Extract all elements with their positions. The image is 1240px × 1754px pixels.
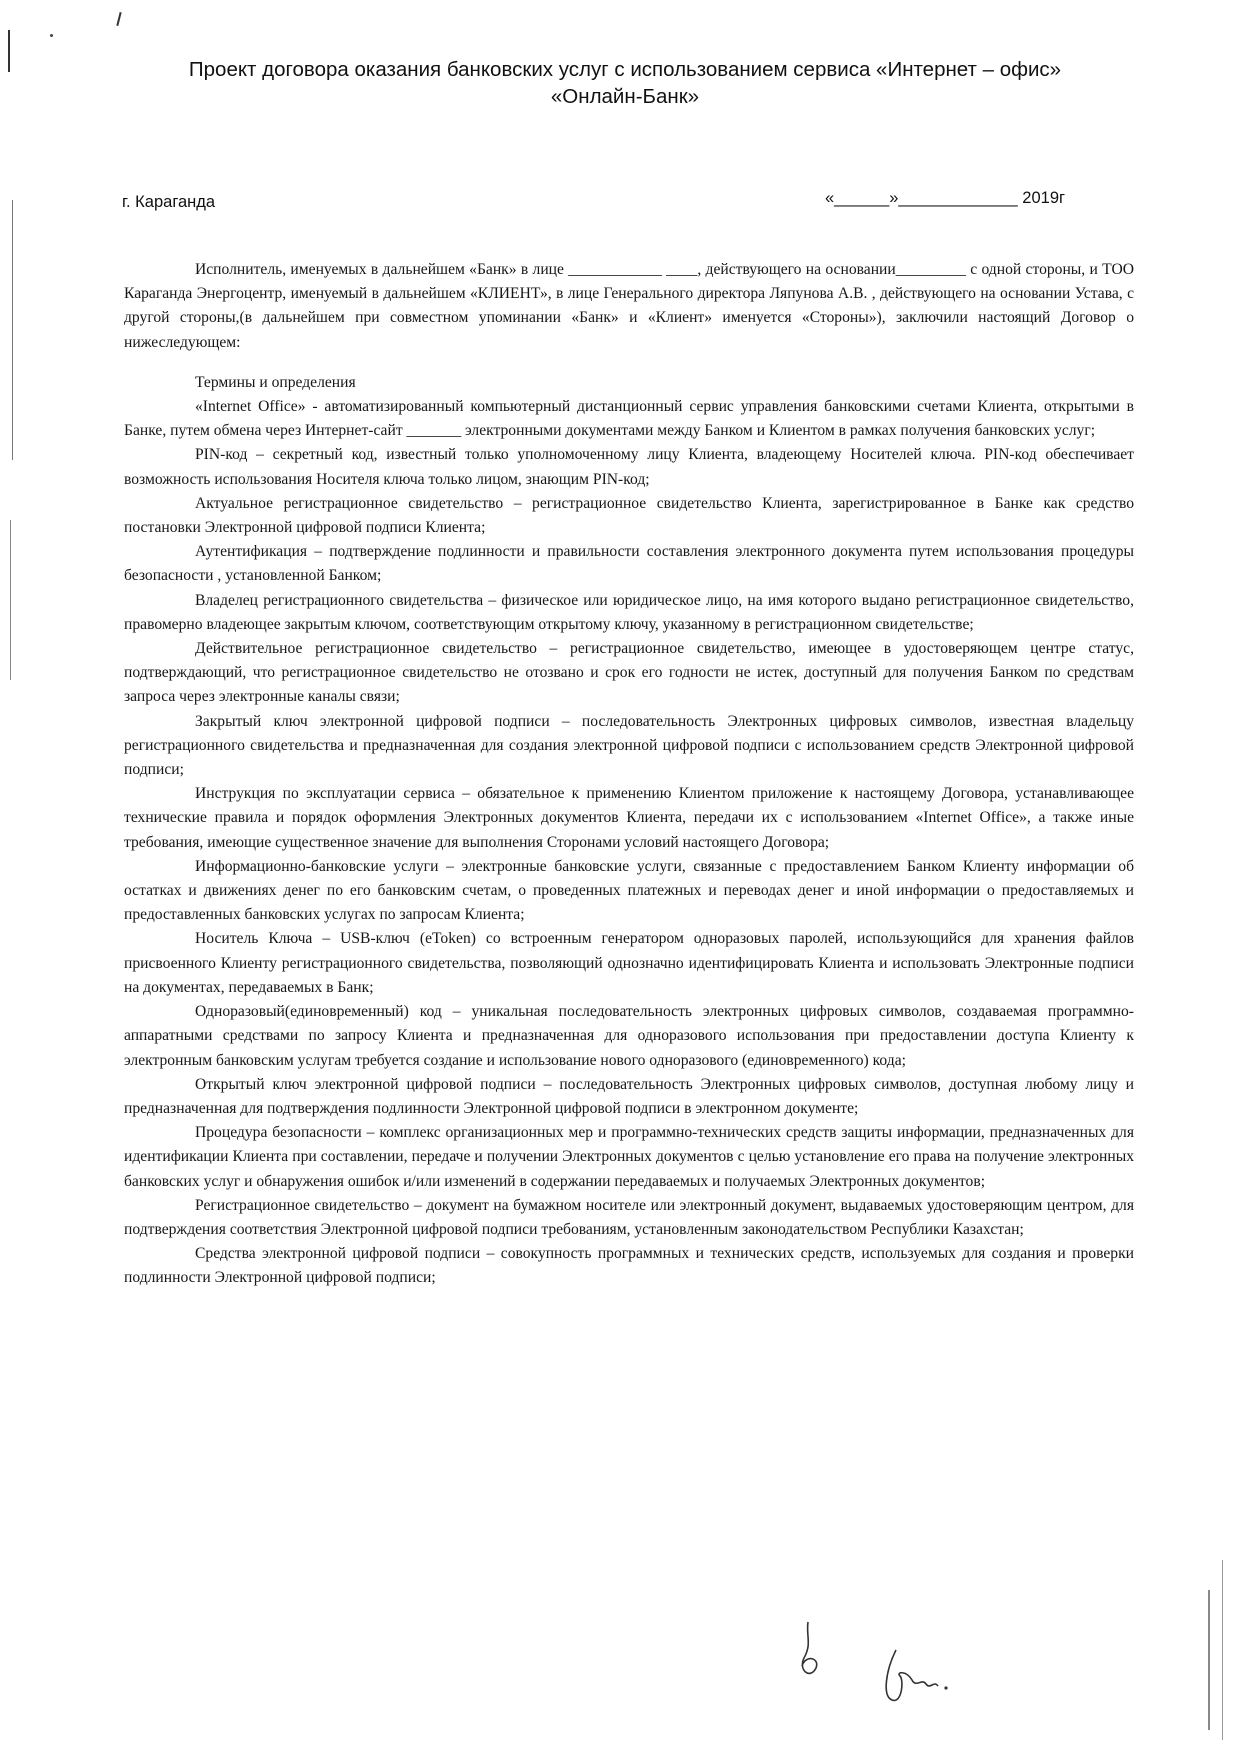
title-line-2: «Онлайн-Банк» <box>550 85 700 108</box>
definition-paragraph: Владелец регистрационного свидетельства – физическое или юридическое лицо, на имя которого выдано регистрационное свидетельство, правомерно владеющее закрытым ключом, соответствующим открытому ключу, указанному в регистрационном свидетельстве; <box>124 591 1134 633</box>
contract-body <box>124 258 1134 1291</box>
scan-edge-mark <box>1208 1590 1210 1730</box>
contract-place: г. Караганда <box>122 193 216 211</box>
scan-edge-mark <box>1222 1560 1223 1740</box>
definition-paragraph: Информационно-банковские услуги – электронные банковские услуги, связанные с предоставлением Банком Клиенту информации об остатках и движениях денег по его банковским счетам, о проведенных платежных и переводах денег и иной информации о предоставляемых и предоставленных банковских услугах по запросам Клиента; <box>124 857 1134 924</box>
definition-paragraph: Закрытый ключ электронной цифровой подписи – последовательность Электронных цифровых символов, известная владельцу регистрационного свидетельства и предназначенная для создания электронной цифровой подписи с использованием средств Электронной цифровой подписи; <box>124 712 1134 779</box>
scan-edge-mark <box>10 520 11 680</box>
definitions-list <box>124 395 1134 1291</box>
signature-mark <box>790 1618 830 1688</box>
definition-paragraph: Процедура безопасности – комплекс организационных мер и программно-технических средств защиты информации, предназначенных для идентификации Клиента при составлении, передаче и получении Электронных документов с целью установление его права на получение электронных банковских услуг и обнаружения ошибок и/или изменений в содержании передаваемых и получаемых Электронных документов; <box>124 1124 1134 1190</box>
definition-paragraph: Регистрационное свидетельство – документ на бумажном носителе или электронный документ, выдаваемых удостоверяющим центром, для подтверждения соответствия Электронной цифровой подписи требованиям, установленным законодательством Республики Казахстан; <box>124 1196 1134 1238</box>
contract-date: «______»_____________ 2019г <box>825 189 1066 207</box>
definition-paragraph: Средства электронной цифровой подписи – совокупность программных и технических средств, используемых для создания и проверки подлинности Электронной цифровой подписи; <box>124 1245 1134 1287</box>
title-line-1: Проект договора оказания банковских услуг с использованием сервиса «Интернет – офис» <box>188 58 1062 81</box>
intro-paragraph: Исполнитель, именуемых в дальнейшем «Банк» в лице ____________ ____, действующего на основании_________ с одной стороны, и ТОО Караганда Энергоцентр, именуемый в дальнейшем «КЛИЕНТ», в лице Генерального директора Ляпунова А.В. , действующего на основании Устава, с другой стороны,(в дальнейшем при совместном упоминании «Банк» и «Клиент» именуется «Стороны»), заключили настоящий Договор о нижеследующем: <box>124 261 1134 351</box>
definition-paragraph: Действительное регистрационное свидетельство – регистрационное свидетельство, имеющее в удостоверяющем центре статус, подтверждающий, что регистрационное свидетельство не отозвано и срок его годности не истек, доступный для получения Банком по средствам запроса через электронные каналы связи; <box>124 640 1134 706</box>
section-heading: Термины и определения <box>195 373 356 391</box>
scan-edge-mark <box>12 200 13 460</box>
definition-paragraph: Инструкция по эксплуатации сервиса – обязательное к применению Клиентом приложение к настоящему Договора, устанавливающее технические правила и порядок оформления Электронных документов Клиента, передачи их с использованием «Internet Office», а также иные требования, имеющие существенное значение для выполнения Сторонами условий настоящего Договора; <box>124 785 1134 851</box>
scan-edge-mark <box>8 30 10 72</box>
definition-paragraph: Одноразовый(единовременный) код – уникальная последовательность электронных цифровых символов, создаваемая программно-аппаратными средствами по запросу Клиента и предназначенная для одноразового использования при предоставлении доступа Клиенту к электронным банковским услугам требуется создание и использование нового одноразового (единовременного) кода; <box>124 1003 1134 1069</box>
definition-paragraph: «Internet Office» - автоматизированный компьютерный дистанционный сервис управления банковскими счетами Клиента, открытыми в Банке, путем обмена через Интернет-сайт _______ электронными документами между Банком и Клиентом в рамках получения банковских услуг; <box>124 398 1134 440</box>
definition-paragraph: Носитель Ключа – USB-ключ (eToken) со встроенным генератором одноразовых паролей, использующийся для хранения файлов присвоенного Клиенту регистрационного свидетельства, позволяющий однозначно идентифицировать Клиента и использовать Электронные подписи на документах, передаваемых в Банк; <box>124 930 1134 996</box>
document-title <box>100 56 1150 110</box>
definition-paragraph: PIN-код – секретный код, известный только уполномоченному лицу Клиента, владеющему Носителей ключа. PIN-код обеспечивает возможность использования Носителя ключа только лицом, знающим PIN-код; <box>124 446 1134 488</box>
definition-paragraph: Открытый ключ электронной цифровой подписи – последовательность Электронных цифровых символов, доступная любому лицу и предназначенная для подтверждения подлинности Электронной цифровой подписи в электронном документе; <box>124 1075 1134 1117</box>
definition-paragraph: Актуальное регистрационное свидетельство – регистрационное свидетельство Клиента, зарегистрированное в Банке как средство постановки Электронной цифровой подписи Клиента; <box>124 494 1134 537</box>
signature-mark <box>876 1640 956 1710</box>
scan-speck <box>50 34 53 37</box>
definition-paragraph: Аутентификация – подтверждение подлинности и правильности составления электронного документа путем использования процедуры безопасности , установленной Банком; <box>124 543 1134 585</box>
scan-speck <box>116 12 121 26</box>
